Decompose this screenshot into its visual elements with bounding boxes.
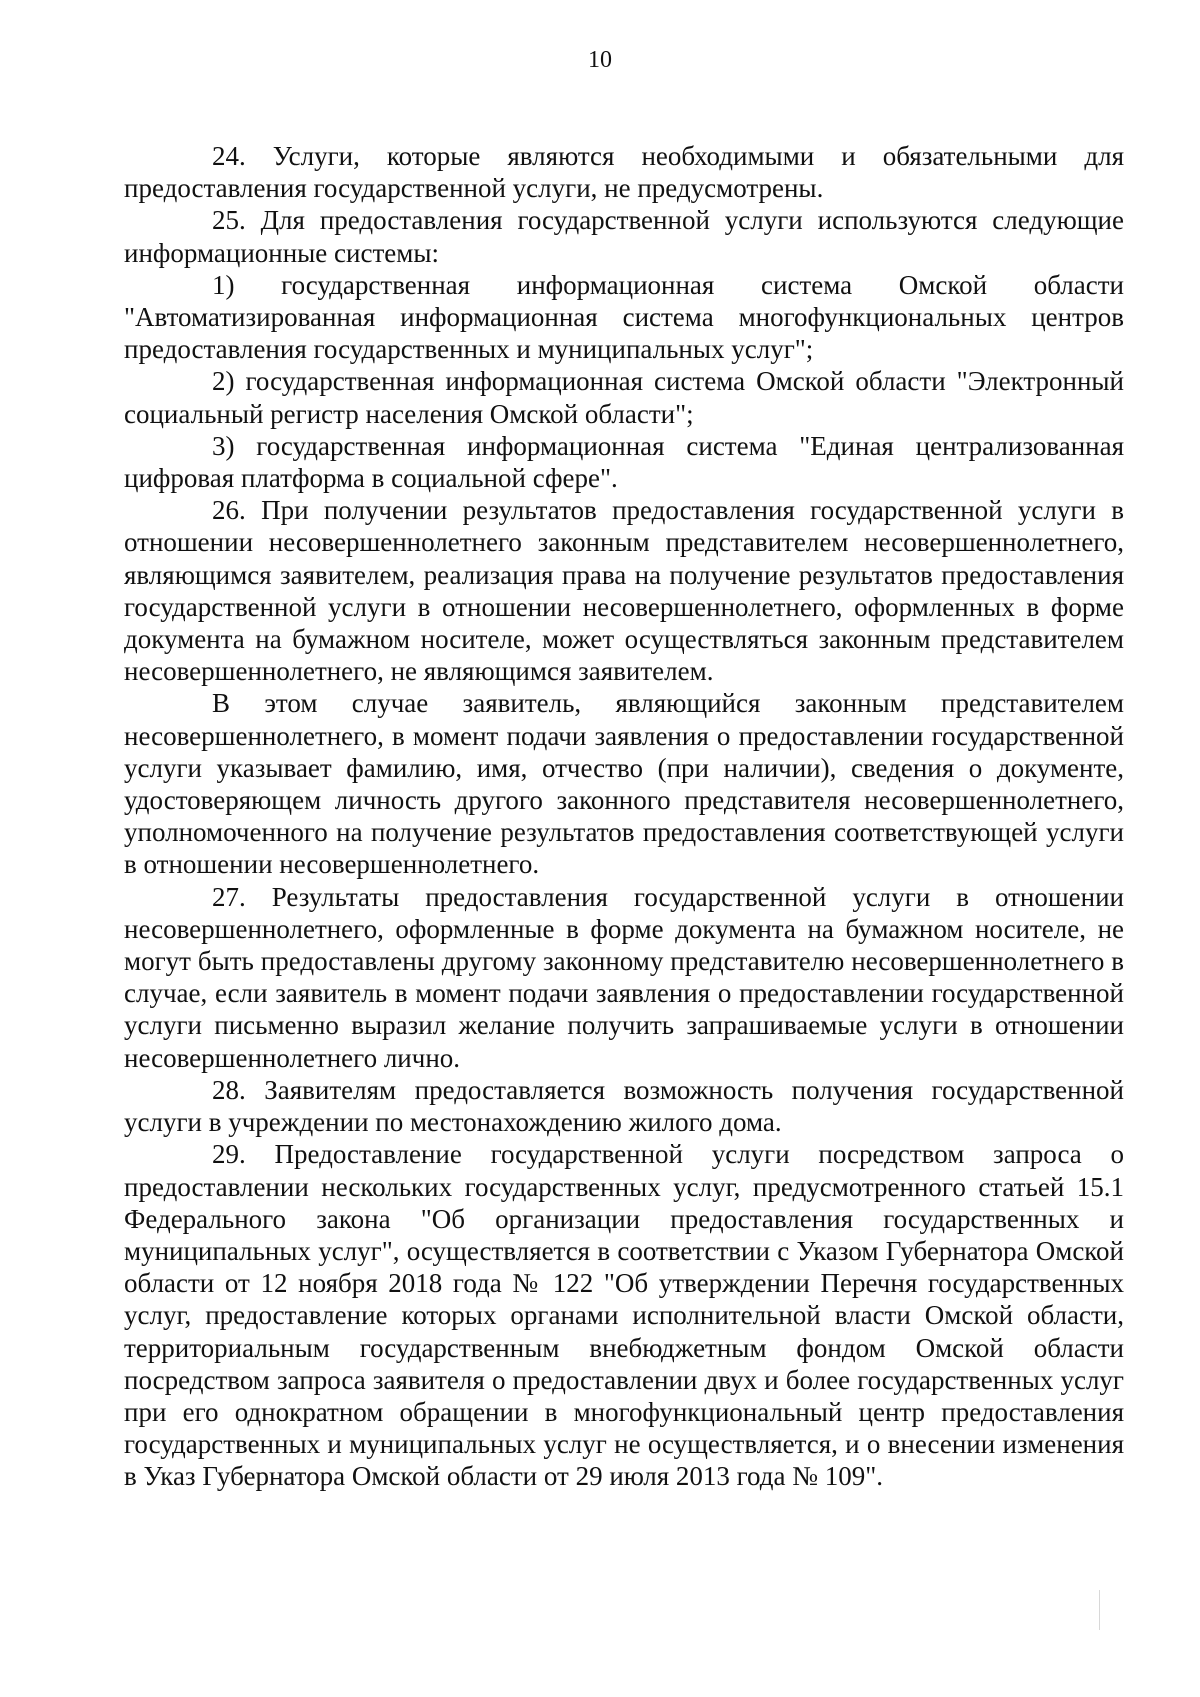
paragraph-25-item-1: 1) государственная информационная система Омской области "Автоматизированная информационная система многофункциональных центров предоставления государственных и муниципальных услуг";: [124, 269, 1124, 365]
paragraph-27: 27. Результаты предоставления государственной услуги в отношении несовершеннолетнего, оформленные в форме документа на бумажном носителе, не могут быть предоставлены другому законному представителю несовершеннолетнего в случае, если заявитель в момент подачи заявления о предоставлении государственной услуги письменно выразил желание получить запрашиваемые услуги в отношении несовершеннолетнего лично.: [124, 881, 1124, 1073]
document-body: [124, 140, 1124, 1493]
paragraph-25-item-2: 2) государственная информационная система Омской области "Электронный социальный регистр населения Омской области";: [124, 366, 1124, 429]
scan-edge-mark: [1099, 1590, 1100, 1630]
paragraph-28: 28. Заявителям предоставляется возможность получения государственной услуги в учреждении по местонахождению жилого дома.: [124, 1074, 1124, 1138]
paragraph-26: 26. При получении результатов предоставления государственной услуги в отношении несовершеннолетнего законным представителем несовершеннолетнего, являющимся заявителем, реализация права на получение результатов предоставления государственной услуги в отношении несовершеннолетнего, оформленных в форме документа на бумажном носителе, может осуществляться законным представителем несовершеннолетнего, не являющимся заявителем.: [124, 495, 1124, 687]
paragraph-25: 25. Для предоставления государственной услуги используются следующие информационные системы:: [124, 205, 1124, 268]
paragraph-25-item-3: 3) государственная информационная система "Единая централизованная цифровая платформа в социальной сфере".: [124, 430, 1124, 494]
paragraph-24: 24. Услуги, которые являются необходимыми и обязательными для предоставления государственной услуги, не предусмотрены.: [124, 141, 1124, 204]
page-number: 10: [588, 47, 612, 73]
paragraph-26-continuation: В этом случае заявитель, являющийся законным представителем несовершеннолетнего, в момент подачи заявления о предоставлении государственной услуги указывает фамилию, имя, отчество (при наличии), сведения о документе, удостоверяющем личность другого законного представителя несовершеннолетнего, уполномоченного на получение результатов предоставления соответствующей услуги в отношении несовершеннолетнего.: [124, 688, 1124, 880]
paragraph-29: 29. Предоставление государственной услуги посредством запроса о предоставлении нескольких государственных услуг, предусмотренного статьей 15.1 Федерального закона "Об организации предоставления государственных и муниципальных услуг", осуществляется в соответствии с Указом Губернатора Омской области от 12 ноября 2018 года № 122 "Об утверждении Перечня государственных услуг, предоставление которых органами исполнительной власти Омской области, территориальным государственным внебюджетным фондом Омской области посредством запроса заявителя о предоставлении двух и более государственных услуг при его однократном обращении в многофункциональный центр предоставления государственных и муниципальных услуг не осуществляется, и о внесении изменения в Указ Губернатора Омской области от 29 июля 2013 года № 109".: [124, 1139, 1124, 1492]
